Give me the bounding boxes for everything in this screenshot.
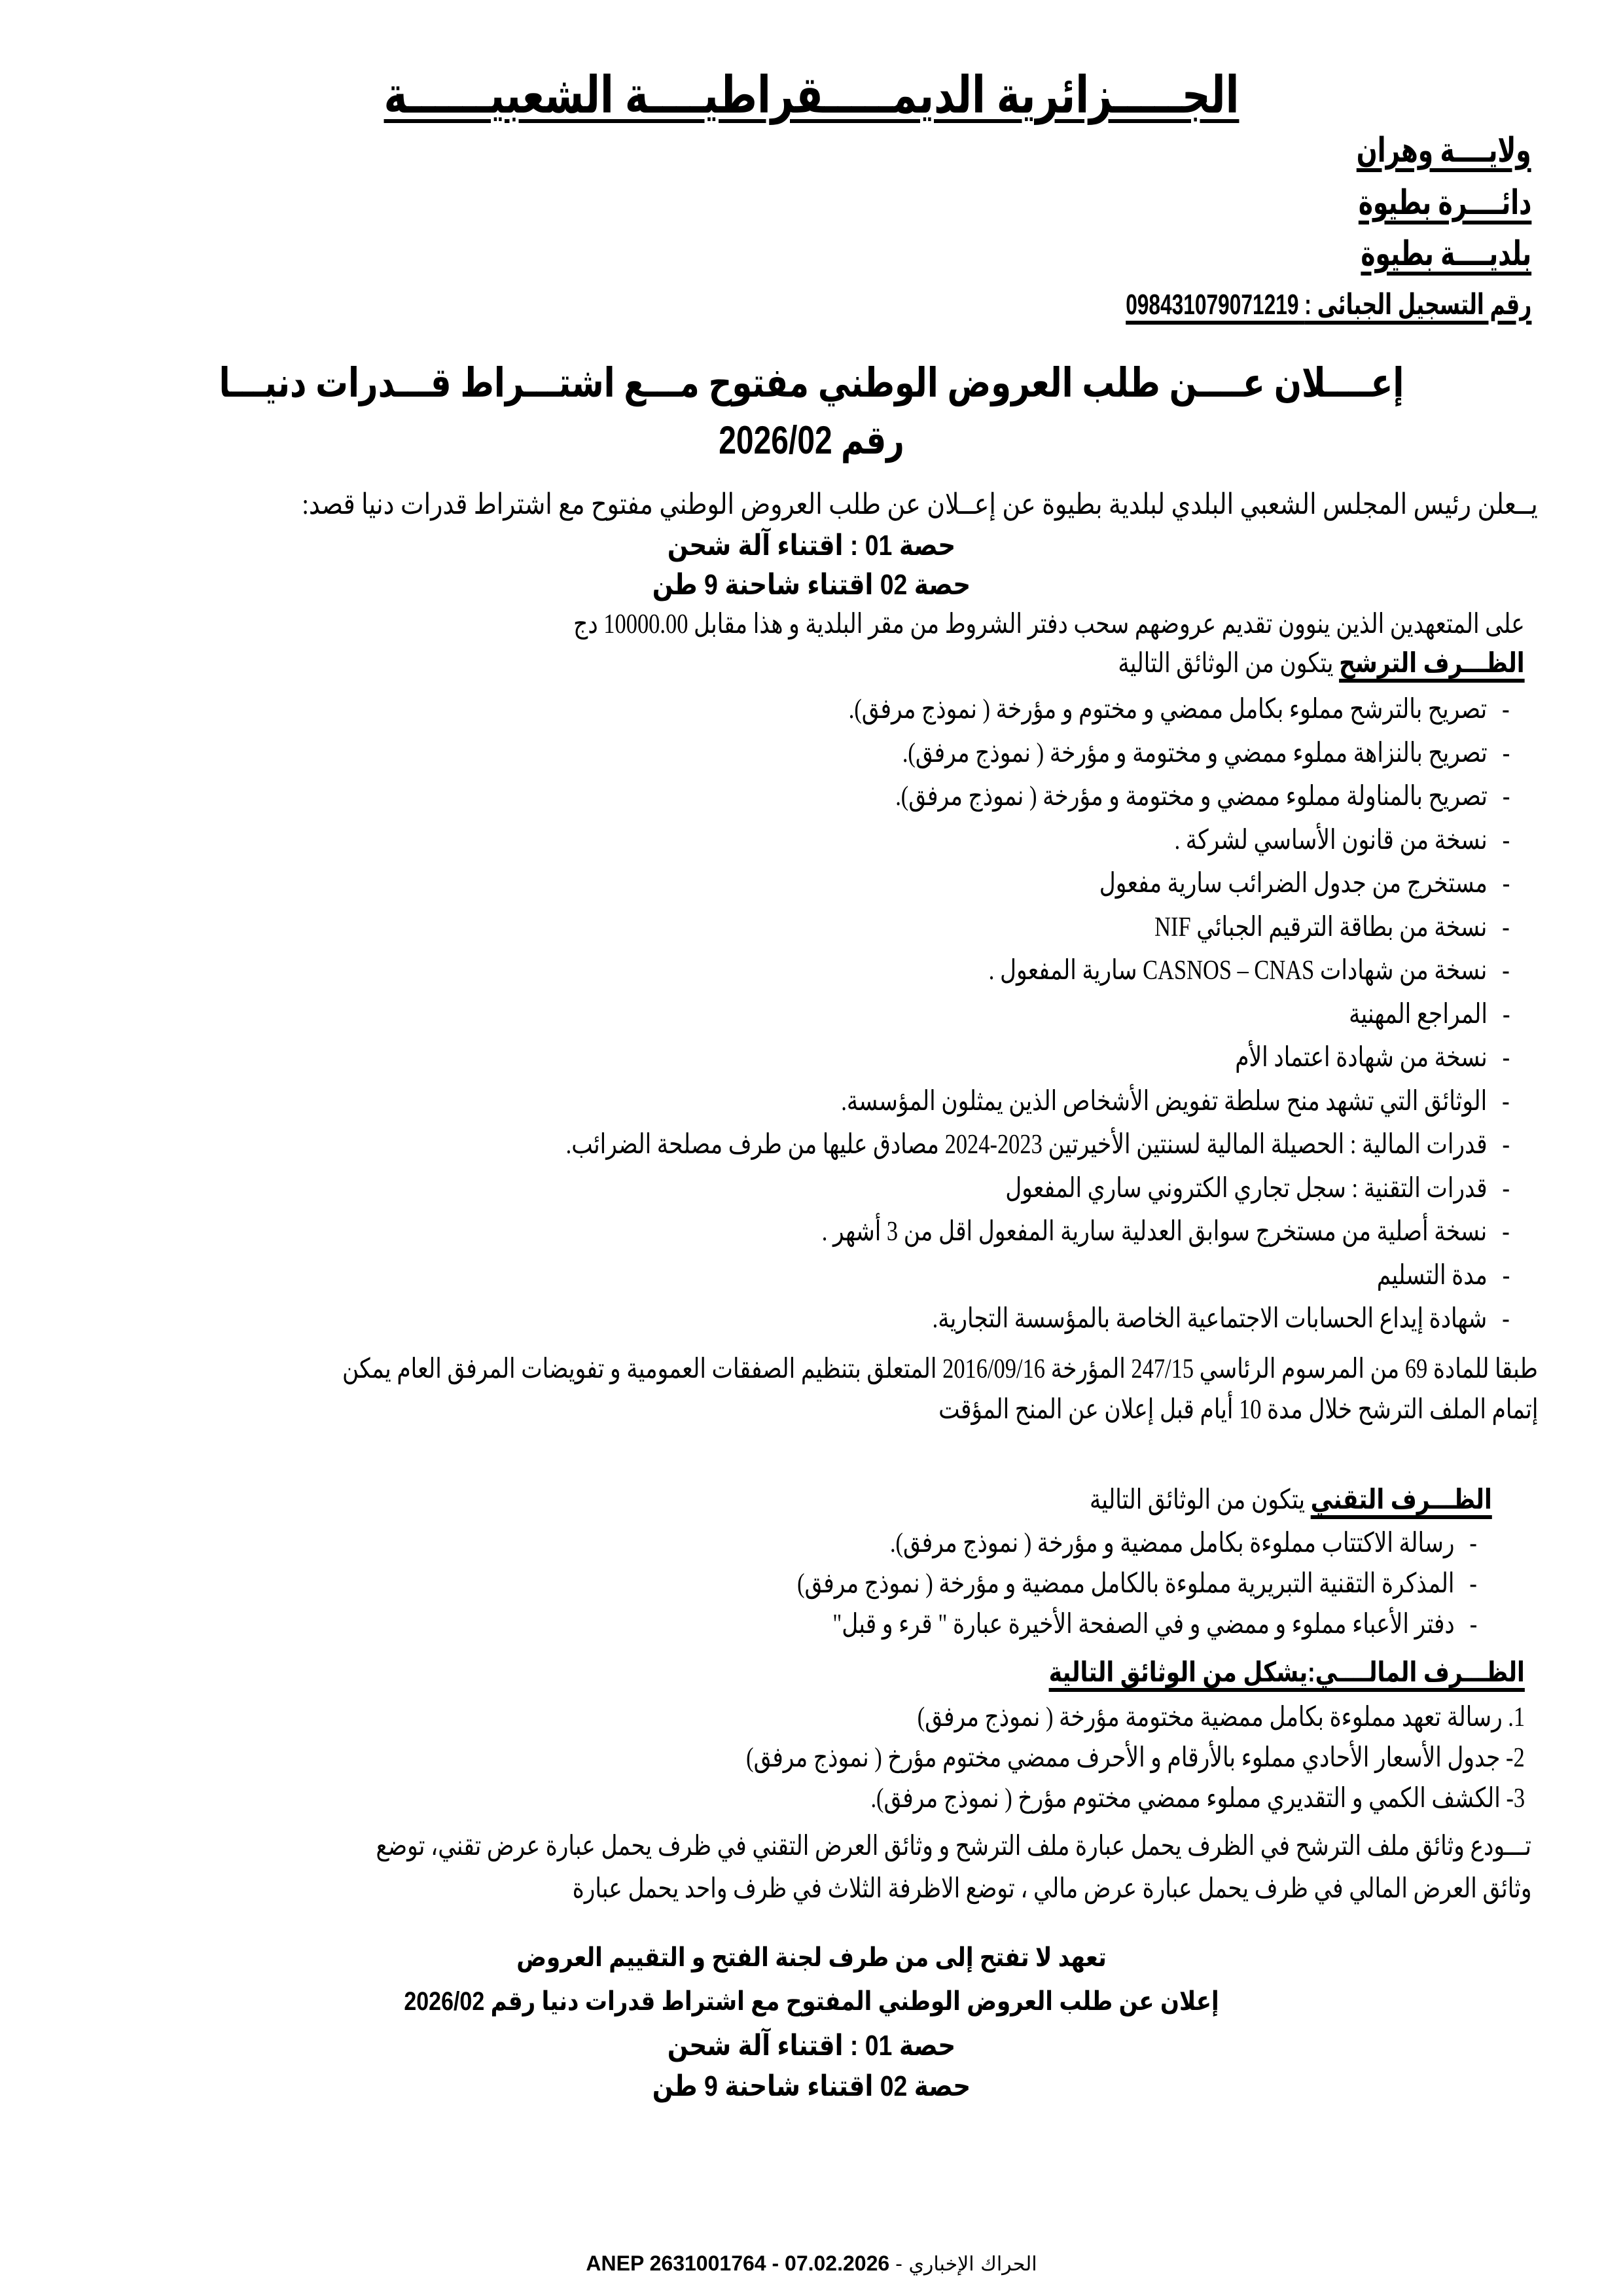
list-item [918,1700,1525,1733]
tax-id-row [1126,288,1531,321]
tax-id-value: 09843107907121​9 [1125,289,1299,321]
lot-1: حصة 01 : اقتناء آلة شحن [667,529,956,562]
list-item [566,1128,1525,1160]
list-item [870,1782,1525,1814]
list-item-text: دفتر الأعباء مملوء و ممضي و في الصفحة الأخيرة عبارة " قرء و قبل" [832,1609,1455,1640]
candidacy-heading: الظـــرف الترشح [1339,647,1525,678]
list-item [1235,1041,1525,1073]
wilaya-label: ولايــــة وهران [1357,132,1531,170]
lot-2: حصة 02 اقتناء شاحنة 9 طن [652,569,971,601]
list-item-text: نسخة أصلية من مستخرج سوابق العدلية سارية المفعول اقل من 3 أشهر . [822,1217,1488,1247]
bullet-icon: - [1502,1217,1510,1247]
list-item-text: مستخرج من جدول الضرائب سارية مفعول [1099,869,1488,899]
list-item-text: الوثائق التي تشهد منح سلطة تفويض الأشخاص الذين يمثلون المؤسسة. [841,1086,1488,1117]
bullet-icon: - [1502,1086,1510,1117]
list-item-text: قدرات التقنية : سجل تجاري الكتروني ساري المفعول [1005,1173,1488,1204]
announcement-number: رقم 2026/02 [719,418,904,462]
list-item-text: نسخة من قانون الأساسي لشركة . [1174,825,1488,855]
list-item-text: تصريح بالترشح مملوء بكامل ممضي و مختوم و مؤرخة ( نموذج مرفق). [849,694,1488,725]
list-item-text: المذكرة التقنية التبريرية مملوءة بالكامل ممضية و مؤرخة ( نموذج مرفق) [797,1569,1455,1599]
list-item [849,692,1525,725]
list-item-text: تصريح بالمناولة مملوء ممضي و مختومة و مؤرخة ( نموذج مرفق). [895,781,1488,812]
list-item [1005,1172,1525,1204]
list-item-text: نسخة من بطاقة الترقيم الجبائي NIF [1154,912,1488,942]
list-item [822,1215,1525,1247]
technical-heading-suffix: يتكون من الوثائق التالية [1090,1485,1306,1515]
announcement-title: إعــــلان عــــن طلب العروض الوطني مفتوح مـــع اشتـــراط قـــدرات دنيـــا [219,361,1404,406]
bullet-icon: - [1502,1304,1510,1334]
footer [0,2251,1623,2276]
bullet-icon: - [1469,1609,1478,1640]
bullet-icon: - [1502,999,1510,1030]
footer-source: - الحراك الإخباري [895,2253,1037,2276]
list-item-text: نسخة من شهادات CASNOS – CNAS سارية المفعول . [989,956,1488,986]
bullet-icon: - [1502,912,1510,942]
country-title: الجـــــزائرية الديمـــــقراطيــــة الشعبيــــــة [383,66,1240,124]
list-item [989,954,1525,986]
list-item [902,736,1525,769]
article-line-2: إتمام الملف الترشح خلال مدة 10 أيام قبل إعلان عن المنح المؤقت [938,1395,1538,1425]
list-item-text: تصريح بالنزاهة مملوء ممضي و مختومة و مؤرخة ( نموذج مرفق). [902,738,1488,768]
list-item [895,780,1525,812]
withdraw-text: على المتعهدين الذين ينوون تقديم عروضهم سحب دفتر الشروط من مقر البلدية و هذا مقابل 10000.00 دج [573,609,1525,639]
envelope-line-2: إعلان عن طلب العروض الوطني المفتوح مع اشتراط قدرات دنيا رقم 2026/02 [404,1987,1219,2016]
list-item-text: نسخة من شهادة اعتماد الأم [1235,1043,1488,1073]
intro-text: يــعلن رئيس المجلس الشعبي البلدي لبلدية بطيوة عن إعــلان عن طلب العروض الوطني مفتوح مع اشتراط قدرات دنيا قصد: [302,488,1538,520]
envelope-line-4: حصة 02 اقتناء شاحنة 9 طن [652,2070,971,2102]
list-item-text: رسالة الاكتتاب مملوءة بكامل ممضية و مؤرخة ( نموذج مرفق). [890,1528,1455,1558]
bullet-icon: - [1502,1173,1510,1204]
list-item [1099,867,1525,899]
financial-heading: الظـــرف المالــــي:يشكل من الوثائق التالية [1048,1657,1525,1687]
list-item [1174,823,1525,856]
list-item-text: قدرات المالية : الحصيلة المالية لسنتين الأخيرتين 2023-2024 مصادق عليها من طرف مصلحة الضرائب. [565,1130,1488,1160]
list-item [1377,1259,1525,1291]
bullet-icon: - [1502,1130,1510,1160]
daira-label: دائــــرة بطيوة [1358,184,1531,222]
article-line-1: طبقا للمادة 69 من المرسوم الرئاسي 247/15 المؤرخة 2016/09/16 المتعلق بتنظيم الصفقات العمومية و تفويضات المرفق العام يمكن [342,1354,1538,1384]
list-item-text: شهادة إيداع الحسابات الاجتماعية الخاصة بالمؤسسة التجارية. [932,1304,1488,1334]
list-item [1349,997,1525,1030]
bullet-icon: - [1502,738,1510,768]
bullet-icon: - [1502,1260,1510,1291]
list-item [832,1607,1492,1640]
bullet-icon: - [1502,825,1510,855]
list-item [842,1085,1525,1117]
bullet-icon: - [1469,1569,1478,1599]
bullet-icon: - [1502,869,1510,899]
deposit-line-2: وثائق العرض المالي في ظرف يحمل عبارة عرض مالي ، توضع الاظرفة الثلاث في ظرف واحد يحمل عبارة [572,1874,1531,1904]
list-item [890,1526,1492,1559]
list-item [1154,910,1525,943]
technical-heading: الظـــرف التقني [1310,1484,1492,1515]
bullet-icon: - [1502,956,1510,986]
footer-ref: ANEP 2631001764 - 07.02.2026 [586,2251,890,2275]
bullet-icon: - [1502,1043,1510,1073]
bullet-icon: - [1469,1528,1478,1558]
candidacy-heading-suffix: يتكون من الوثائق التالية [1118,649,1334,679]
tax-id-label: رقم التسجيل الجبائى : [1304,289,1531,321]
list-item [746,1741,1525,1774]
list-item [797,1567,1492,1600]
candidacy-heading-row [1118,647,1525,679]
bullet-icon: - [1502,781,1510,812]
envelope-line-3: حصة 01 : اقتناء آلة شحن [667,2030,956,2062]
list-item-text: 1. رسالة تعهد مملوءة بكامل ممضية مختومة مؤرخة ( نموذج مرفق) [917,1702,1525,1732]
list-item-text: المراجع المهنية [1348,999,1488,1030]
list-item-text: 2- جدول الأسعار الأحادي مملوء بالأرقام و الأحرف ممضي مختوم مؤرخ ( نموذج مرفق) [746,1743,1525,1773]
commune-label: بلديــــة بطيوة [1361,235,1531,273]
deposit-line-1: تـــودع وثائق ملف الترشح في الظرف يحمل عبارة ملف الترشح و وثائق العرض التقني في ظرف يحمل عبارة عرض تقني، توضع [376,1831,1531,1861]
list-item [933,1302,1525,1335]
envelope-line-1: تعهد لا تفتح إلى من طرف لجنة الفتح و التقييم العروض [516,1943,1107,1972]
list-item-text: 3- الكشف الكمي و التقديري مملوء ممضي مختوم مؤرخ ( نموذج مرفق). [870,1784,1525,1814]
technical-heading-row [1090,1483,1492,1516]
bullet-icon: - [1502,694,1510,725]
list-item-text: مدة التسليم [1376,1260,1488,1291]
